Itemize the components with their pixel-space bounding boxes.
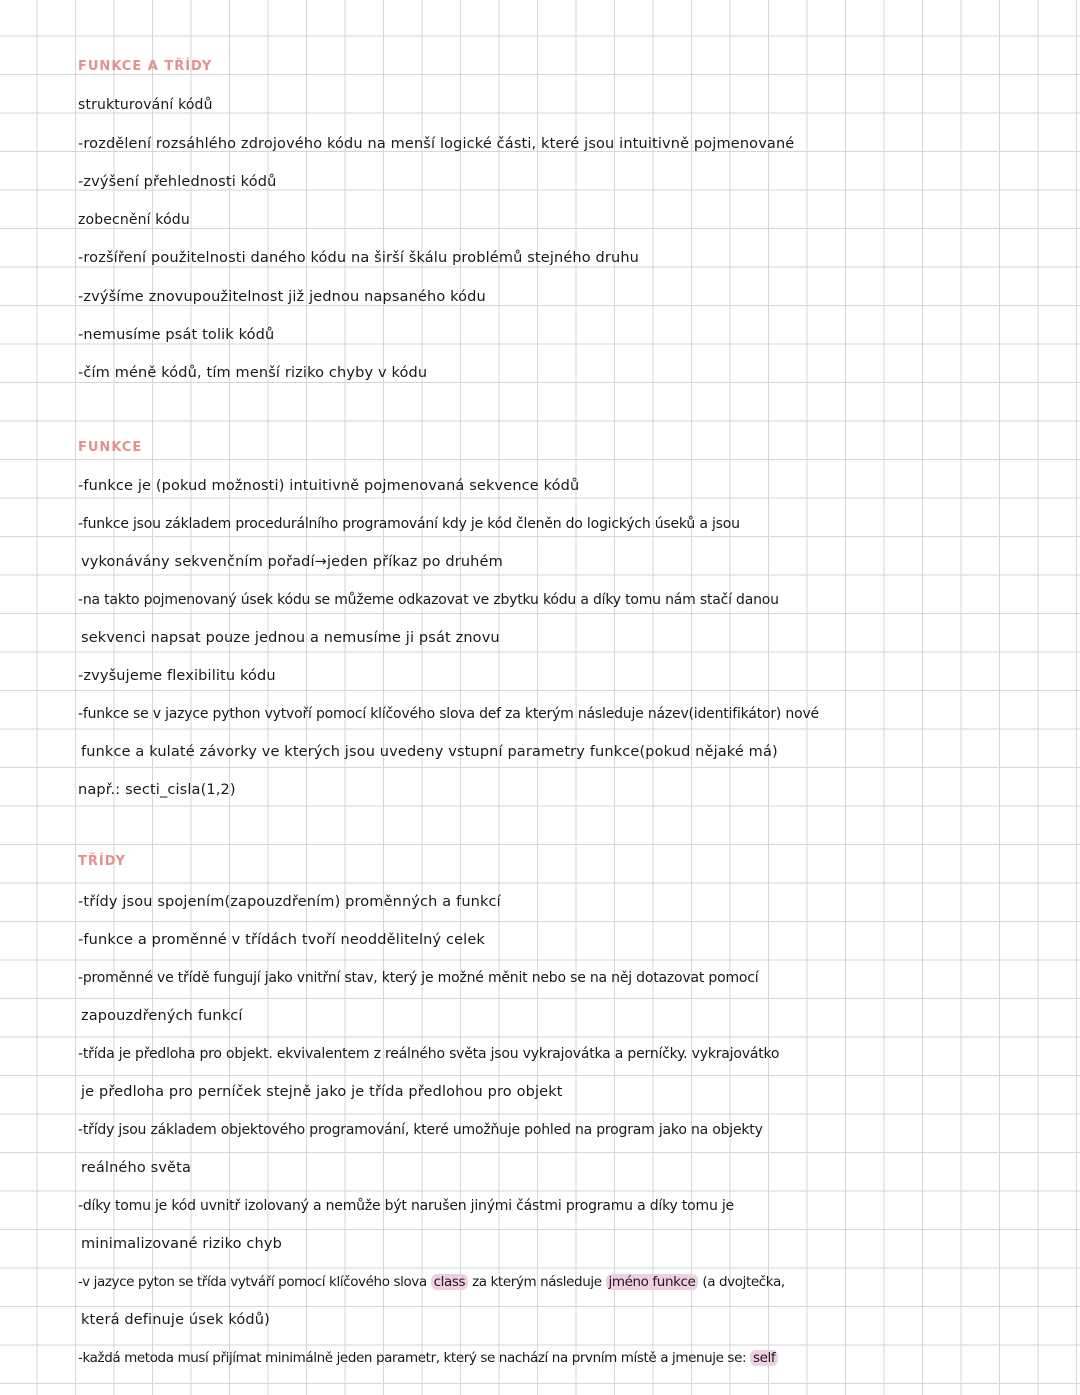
note-line-continued: reálného světa: [81, 1160, 191, 1176]
page-title: FUNKCE A TŘÍDY: [78, 59, 213, 74]
note-line: -třídy jsou spojením(zapouzdřením) proměnných a funkcí: [78, 894, 501, 910]
note-line-continued: sekvenci napsat pouze jednou a nemusíme ji psát znovu: [81, 630, 500, 646]
note-line: -funkce jsou základem procedurálního programování kdy je kód členěn do logických úseků a jsou: [78, 516, 740, 532]
note-line-continued: minimalizované riziko chyb: [81, 1236, 282, 1252]
note-line-continued: zapouzdřených funkcí: [81, 1008, 243, 1024]
highlight-keyword-self: self: [750, 1350, 778, 1366]
note-line: -funkce je (pokud možnosti) intuitivně pojmenovaná sekvence kódů: [78, 478, 580, 494]
subheading-generalization: zobecnění kódu: [78, 212, 190, 228]
note-line: -třídy jsou základem objektového programování, které umožňuje pohled na program jako na objekty: [78, 1122, 763, 1138]
example-line: např.: secti_cisla(1,2): [78, 782, 236, 798]
text-segment: (a dvojtečka,: [698, 1274, 785, 1290]
note-line: -zvyšujeme flexibilitu kódu: [78, 668, 276, 684]
note-line: -nemusíme psát tolik kódů: [78, 327, 275, 343]
section-heading-funkce: FUNKCE: [78, 440, 143, 455]
note-line: -zvýšení přehlednosti kódů: [78, 174, 277, 190]
note-line-continued: která definuje úsek kódů): [81, 1312, 270, 1328]
note-line: -zvýšíme znovupoužitelnost již jednou napsaného kódu: [78, 289, 486, 305]
text-segment: -v jazyce pyton se třída vytváří pomocí klíčového slova: [78, 1274, 431, 1290]
note-line: [78, 1273, 785, 1291]
note-line: -čím méně kódů, tím menší riziko chyby v kódu: [78, 365, 428, 381]
note-line: -proměnné ve třídě fungují jako vnitřní stav, který je možné měnit nebo se na něj dotazovat pomocí: [78, 970, 759, 986]
note-line: -funkce a proměnné v třídách tvoří neoddělitelný celek: [78, 932, 485, 948]
note-line: -rozšíření použitelnosti daného kódu na širší škálu problémů stejného druhu: [78, 250, 640, 266]
note-line: [78, 1349, 778, 1367]
note-line: -funkce se v jazyce python vytvoří pomocí klíčového slova def za kterým následuje název(identifikátor) nové: [78, 706, 819, 722]
note-line: -na takto pojmenovaný úsek kódu se můžeme odkazovat ve zbytku kódu a díky tomu nám stačí danou: [78, 592, 779, 608]
note-line-continued: vykonávány sekvenčním pořadí→jeden příkaz po druhém: [81, 554, 503, 570]
note-line-continued: je předloha pro perníček stejně jako je třída předlohou pro objekt: [81, 1084, 563, 1100]
text-segment: -každá metoda musí přijímat minimálně jeden parametr, který se nachází na prvním místě a jmenuje se:: [78, 1350, 751, 1366]
section-heading-tridy: TŘÍDY: [78, 854, 126, 869]
note-line-continued: funkce a kulaté závorky ve kterých jsou uvedeny vstupní parametry funkce(pokud nějaké má): [81, 744, 778, 760]
note-line: -třída je předloha pro objekt. ekvivalentem z reálného světa jsou vykrajovátka a perníčky. vykrajovátko: [78, 1046, 780, 1062]
highlight-keyword-class: class: [431, 1274, 469, 1290]
subheading-structuring: strukturování kódů: [78, 97, 213, 113]
highlight-function-name: jméno funkce: [606, 1274, 699, 1290]
note-line: -rozdělení rozsáhlého zdrojového kódu na menší logické části, které jsou intuitivně pojmenované: [78, 136, 795, 152]
text-segment: za kterým následuje: [468, 1274, 606, 1290]
note-line: -díky tomu je kód uvnitř izolovaný a nemůže být narušen jinými částmi programu a díky tomu je: [78, 1198, 734, 1214]
